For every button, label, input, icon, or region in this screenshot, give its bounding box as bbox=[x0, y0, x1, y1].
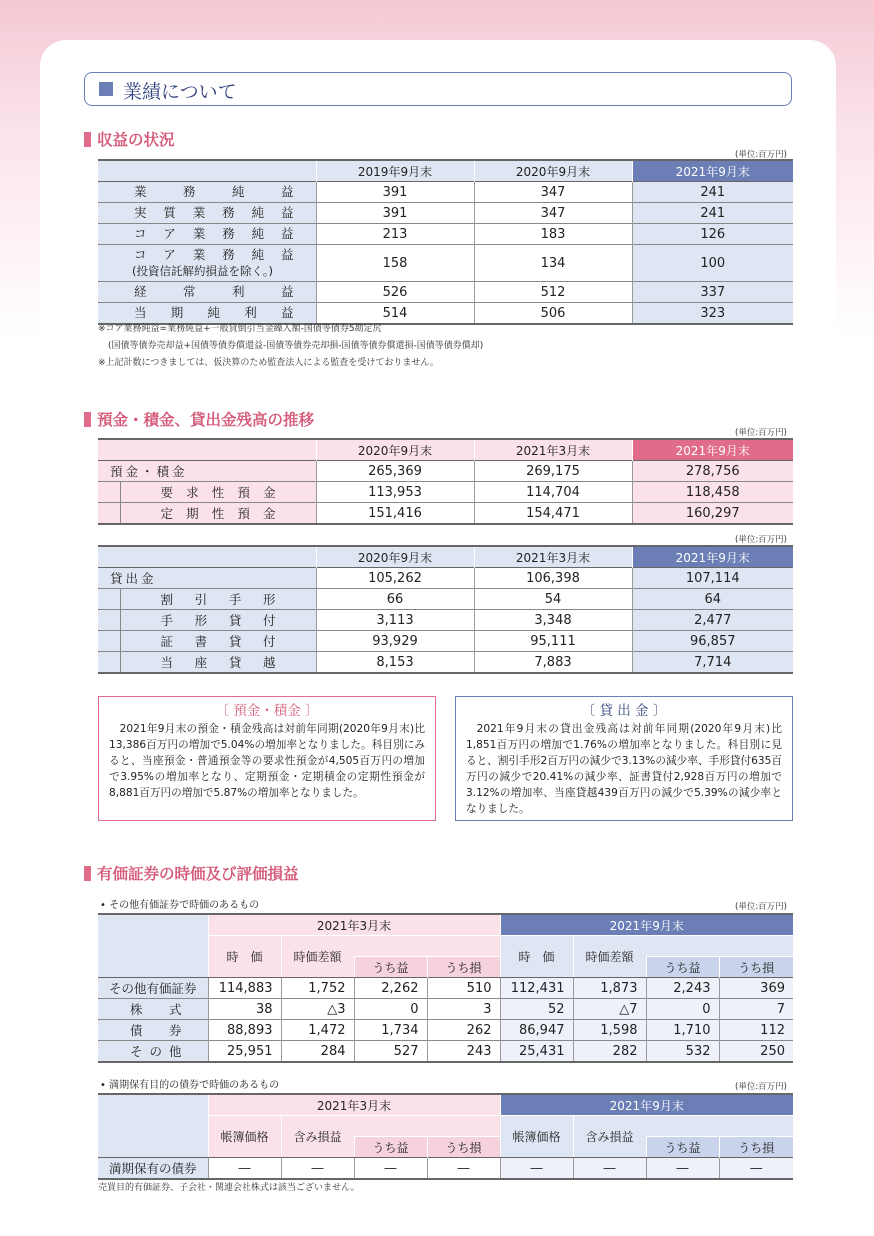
value-cell: 160,297 bbox=[632, 503, 793, 525]
value-cell: 114,883 bbox=[208, 978, 281, 999]
value-cell: 2,262 bbox=[354, 978, 427, 999]
loan-comment-title: 〔 貸 出 金 〕 bbox=[581, 703, 667, 719]
table-row bbox=[98, 461, 793, 482]
section-bar-icon bbox=[84, 866, 91, 881]
deposit-header: 2021年3月末 bbox=[474, 439, 632, 461]
col-gain: うち益 bbox=[646, 957, 719, 978]
table-row bbox=[98, 631, 793, 652]
value-cell: △7 bbox=[573, 999, 646, 1020]
table-row bbox=[98, 182, 793, 203]
col-loss: うち損 bbox=[719, 1137, 793, 1158]
table-row bbox=[98, 282, 793, 303]
value-cell: 95,111 bbox=[474, 631, 632, 652]
row-label: 預金・積金 bbox=[98, 461, 316, 482]
value-cell: 213 bbox=[316, 224, 474, 245]
value-cell: 88,893 bbox=[208, 1020, 281, 1041]
row-label: 割引手形 bbox=[120, 589, 316, 610]
table-row bbox=[98, 589, 793, 610]
value-cell: 54 bbox=[474, 589, 632, 610]
col-gain: うち益 bbox=[354, 957, 427, 978]
revenue-header-current: 2021年9月末 bbox=[632, 160, 793, 182]
value-cell: 126 bbox=[632, 224, 793, 245]
value-cell: 241 bbox=[632, 182, 793, 203]
value-cell: ― bbox=[427, 1158, 500, 1180]
deposit-heading: 預金・積金、貸出金残高の推移 bbox=[84, 408, 314, 430]
row-label bbox=[98, 224, 316, 245]
table-row bbox=[98, 568, 793, 589]
value-cell: 1,472 bbox=[281, 1020, 354, 1041]
value-cell: 112 bbox=[719, 1020, 793, 1041]
revenue-heading: 収益の状況 bbox=[84, 128, 175, 150]
row-label: 定期性預金 bbox=[120, 503, 316, 525]
value-cell: 134 bbox=[474, 245, 632, 282]
value-cell: 506 bbox=[474, 303, 632, 325]
value-cell: 2,477 bbox=[632, 610, 793, 631]
row-label bbox=[98, 282, 316, 303]
deposit-comment-box bbox=[98, 696, 436, 821]
table-row bbox=[98, 1158, 793, 1180]
value-cell: 526 bbox=[316, 282, 474, 303]
loan-comment-box bbox=[455, 696, 793, 821]
section-bar-icon bbox=[84, 132, 91, 147]
value-cell: 96,857 bbox=[632, 631, 793, 652]
row-label: 満期保有の債券 bbox=[98, 1158, 208, 1180]
value-cell: 250 bbox=[719, 1041, 793, 1063]
page-title-box bbox=[84, 72, 792, 106]
securities-table bbox=[98, 913, 793, 1063]
value-cell: 347 bbox=[474, 182, 632, 203]
indent-cell bbox=[98, 652, 120, 674]
table-row bbox=[98, 610, 793, 631]
value-cell: 527 bbox=[354, 1041, 427, 1063]
col-diff: 時価差額 bbox=[281, 936, 354, 978]
value-cell: 7,883 bbox=[474, 652, 632, 674]
table-row bbox=[98, 1041, 793, 1063]
deposit-comment-title: 〔 預金・積金 〕 bbox=[215, 703, 319, 719]
value-cell: 3,113 bbox=[316, 610, 474, 631]
htm-period-1: 2021年3月末 bbox=[208, 1094, 500, 1116]
table-row bbox=[98, 1020, 793, 1041]
loan-header-current: 2021年9月末 bbox=[632, 546, 793, 568]
value-cell: 1,873 bbox=[573, 978, 646, 999]
revenue-note: ※上記計数につきましては、仮決算のため監査法人による監査を受けておりません。 bbox=[98, 358, 439, 368]
value-cell: 100 bbox=[632, 245, 793, 282]
held-to-maturity-table bbox=[98, 1093, 793, 1180]
deposit-table bbox=[98, 438, 793, 525]
col-book: 帳簿価格 bbox=[500, 1116, 573, 1158]
sec-period-2: 2021年9月末 bbox=[500, 914, 793, 936]
indent-cell bbox=[98, 589, 120, 610]
row-label bbox=[98, 182, 316, 203]
value-cell: 337 bbox=[632, 282, 793, 303]
table-row bbox=[98, 999, 793, 1020]
value-cell: 510 bbox=[427, 978, 500, 999]
value-cell: 1,710 bbox=[646, 1020, 719, 1041]
value-cell: 532 bbox=[646, 1041, 719, 1063]
row-label: その他 bbox=[98, 1041, 208, 1063]
table-row bbox=[98, 203, 793, 224]
value-cell: 25,431 bbox=[500, 1041, 573, 1063]
value-cell: 7,714 bbox=[632, 652, 793, 674]
securities-unit2: (単位:百万円) bbox=[735, 1082, 787, 1092]
securities-sub1: • その他有価証券で時価のあるもの bbox=[100, 900, 260, 911]
loan-table bbox=[98, 545, 793, 674]
col-loss: うち損 bbox=[719, 957, 793, 978]
table-row bbox=[98, 224, 793, 245]
row-label: 株式 bbox=[98, 999, 208, 1020]
sec-period-1: 2021年3月末 bbox=[208, 914, 500, 936]
htm-period-2: 2021年9月末 bbox=[500, 1094, 793, 1116]
value-cell: 1,734 bbox=[354, 1020, 427, 1041]
row-label: その他有価証券 bbox=[98, 978, 208, 999]
value-cell: 3,348 bbox=[474, 610, 632, 631]
revenue-header: 2019年9月末 bbox=[316, 160, 474, 182]
col-incl: 含み損益 bbox=[281, 1116, 354, 1158]
value-cell: 86,947 bbox=[500, 1020, 573, 1041]
row-label-sub: (投資信託解約損益を除く。) bbox=[132, 264, 273, 278]
value-cell: 282 bbox=[573, 1041, 646, 1063]
value-cell: 241 bbox=[632, 203, 793, 224]
indent-cell bbox=[98, 503, 120, 525]
value-cell: 347 bbox=[474, 203, 632, 224]
value-cell: 8,153 bbox=[316, 652, 474, 674]
value-cell: 118,458 bbox=[632, 482, 793, 503]
page-title: 業績について bbox=[123, 81, 237, 103]
value-cell: 38 bbox=[208, 999, 281, 1020]
value-cell: 154,471 bbox=[474, 503, 632, 525]
revenue-note: (国債等債券売却益+国債等債券償還益-国債等債券売却損-国債等債券償還損-国債等債券償却) bbox=[108, 341, 484, 351]
loan-unit: (単位:百万円) bbox=[735, 535, 787, 545]
revenue-header: 2020年9月末 bbox=[474, 160, 632, 182]
value-cell: 262 bbox=[427, 1020, 500, 1041]
value-cell: 391 bbox=[316, 203, 474, 224]
value-cell: 183 bbox=[474, 224, 632, 245]
value-cell: 114,704 bbox=[474, 482, 632, 503]
col-loss: うち損 bbox=[427, 957, 500, 978]
value-cell: ― bbox=[281, 1158, 354, 1180]
value-cell: 0 bbox=[646, 999, 719, 1020]
col-fair: 時 価 bbox=[208, 936, 281, 978]
col-gain: うち益 bbox=[354, 1137, 427, 1158]
value-cell: 107,114 bbox=[632, 568, 793, 589]
table-row bbox=[98, 978, 793, 999]
value-cell: △3 bbox=[281, 999, 354, 1020]
row-label: 債券 bbox=[98, 1020, 208, 1041]
value-cell: 64 bbox=[632, 589, 793, 610]
col-gain: うち益 bbox=[646, 1137, 719, 1158]
value-cell: 66 bbox=[316, 589, 474, 610]
value-cell: 391 bbox=[316, 182, 474, 203]
loan-comment-text: 2021年9月末の貸出金残高は対前年同期(2020年9月末)比1,851百万円の増加で1.76%の増加率となりました。科目別に見ると、割引手形2百万円の減少で3.13%の減少率、手形貸付635百万円の減少で20.41%の減少率、証書貸付2,928百万円の増加で3.12%の増加率、当座貸越439百万円の減少で5.39%の減少率となりました。 bbox=[466, 723, 782, 815]
row-label: 当座貸越 bbox=[120, 652, 316, 674]
securities-footnote: 売買目的有価証券、子会社・関連会社株式は該当ございません。 bbox=[98, 1183, 360, 1193]
value-cell: 514 bbox=[316, 303, 474, 325]
row-label-text: 業務純益 bbox=[134, 184, 294, 199]
col-loss: うち損 bbox=[427, 1137, 500, 1158]
value-cell: 1,598 bbox=[573, 1020, 646, 1041]
value-cell: 151,416 bbox=[316, 503, 474, 525]
col-book: 帳簿価格 bbox=[208, 1116, 281, 1158]
value-cell: ― bbox=[646, 1158, 719, 1180]
col-diff: 時価差額 bbox=[573, 936, 646, 978]
deposit-unit: (単位:百万円) bbox=[735, 428, 787, 438]
row-label-text: 実質業務純益 bbox=[134, 205, 294, 220]
table-row bbox=[98, 503, 793, 525]
row-label: 手形貸付 bbox=[120, 610, 316, 631]
securities-sub2: • 満期保有目的の債券で時価のあるもの bbox=[100, 1080, 280, 1091]
row-label-text: コア業務純益 bbox=[134, 247, 294, 262]
row-label-text: コア業務純益 bbox=[134, 226, 294, 241]
value-cell: 265,369 bbox=[316, 461, 474, 482]
value-cell: 105,262 bbox=[316, 568, 474, 589]
row-label bbox=[98, 245, 316, 282]
value-cell: ― bbox=[500, 1158, 573, 1180]
value-cell: 512 bbox=[474, 282, 632, 303]
value-cell: 269,175 bbox=[474, 461, 632, 482]
revenue-note: ※コア業務純益=業務純益+一般貸倒引当金繰入額-国債等債券5勘定尻 bbox=[98, 324, 382, 334]
col-incl: 含み損益 bbox=[573, 1116, 646, 1158]
indent-cell bbox=[98, 610, 120, 631]
deposit-header: 2020年9月末 bbox=[316, 439, 474, 461]
value-cell: 284 bbox=[281, 1041, 354, 1063]
deposit-header-current: 2021年9月末 bbox=[632, 439, 793, 461]
value-cell: 113,953 bbox=[316, 482, 474, 503]
value-cell: 7 bbox=[719, 999, 793, 1020]
title-square-icon bbox=[99, 82, 113, 96]
value-cell: 3 bbox=[427, 999, 500, 1020]
row-label-text: 当期純利益 bbox=[134, 305, 294, 320]
row-label-text: 経常利益 bbox=[134, 284, 294, 299]
value-cell: 0 bbox=[354, 999, 427, 1020]
loan-header: 2021年3月末 bbox=[474, 546, 632, 568]
row-label: 要求性預金 bbox=[120, 482, 316, 503]
value-cell: 1,752 bbox=[281, 978, 354, 999]
indent-cell bbox=[98, 482, 120, 503]
value-cell: 323 bbox=[632, 303, 793, 325]
table-row bbox=[98, 652, 793, 674]
table-row bbox=[98, 482, 793, 503]
table-row bbox=[98, 245, 793, 282]
value-cell: 52 bbox=[500, 999, 573, 1020]
value-cell: ― bbox=[208, 1158, 281, 1180]
deposit-comment-text: 2021年9月末の預金・積金残高は対前年同期(2020年9月末)比13,386百万円の増加で5.04%の増加率となりました。科目別にみると、当座預金・普通預金等の要求性預金が4,505百万円の増加で3.95%の増加率となり、定期預金・定期積金の定期性預金が8,881百万円の増加で5.87%の増加率となりました。 bbox=[109, 723, 425, 799]
value-cell: 112,431 bbox=[500, 978, 573, 999]
revenue-table bbox=[98, 159, 793, 325]
value-cell: 369 bbox=[719, 978, 793, 999]
value-cell: 25,951 bbox=[208, 1041, 281, 1063]
col-fair: 時 価 bbox=[500, 936, 573, 978]
value-cell: ― bbox=[719, 1158, 793, 1180]
value-cell: 93,929 bbox=[316, 631, 474, 652]
section-bar-icon bbox=[84, 412, 91, 427]
securities-heading: 有価証券の時価及び評価損益 bbox=[84, 862, 299, 884]
value-cell: 2,243 bbox=[646, 978, 719, 999]
securities-unit: (単位:百万円) bbox=[735, 902, 787, 912]
value-cell: ― bbox=[354, 1158, 427, 1180]
row-label: 証書貸付 bbox=[120, 631, 316, 652]
row-label bbox=[98, 203, 316, 224]
value-cell: 278,756 bbox=[632, 461, 793, 482]
loan-header: 2020年9月末 bbox=[316, 546, 474, 568]
value-cell: ― bbox=[573, 1158, 646, 1180]
value-cell: 106,398 bbox=[474, 568, 632, 589]
value-cell: 158 bbox=[316, 245, 474, 282]
revenue-unit: (単位:百万円) bbox=[735, 150, 787, 160]
indent-cell bbox=[98, 631, 120, 652]
value-cell: 243 bbox=[427, 1041, 500, 1063]
row-label: 貸出金 bbox=[98, 568, 316, 589]
